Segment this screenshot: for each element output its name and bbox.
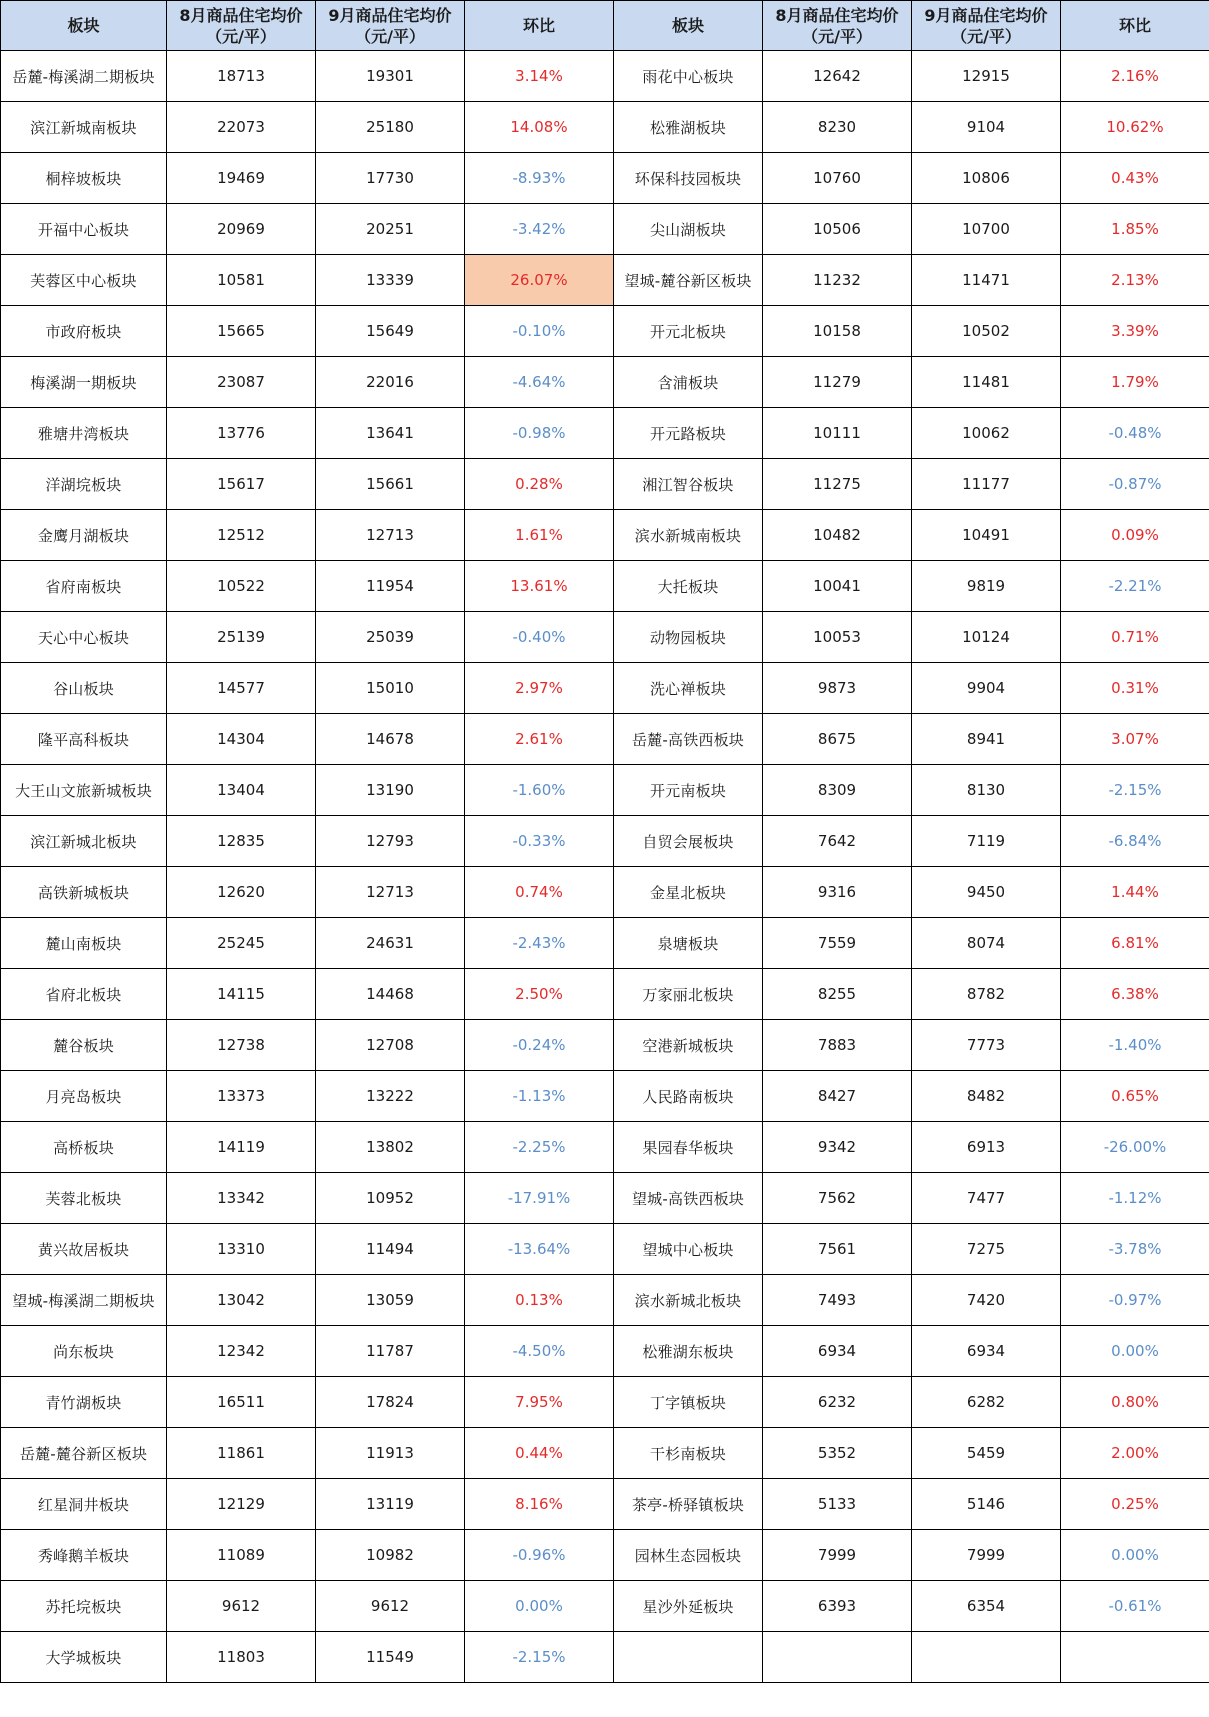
- change-value-left: 0.74%: [465, 867, 614, 918]
- aug-price-left: 15665: [167, 306, 316, 357]
- header-sep-price-right: 9月商品住宅均价 （元/平）: [912, 1, 1061, 51]
- sep-price-right: 9104: [912, 102, 1061, 153]
- sep-price-right: 5146: [912, 1479, 1061, 1530]
- block-name-left: 省府北板块: [1, 969, 167, 1020]
- change-value-right: -1.40%: [1061, 1020, 1209, 1071]
- sep-price-right: 7420: [912, 1275, 1061, 1326]
- table-row: [1, 612, 1209, 663]
- change-value-left: 2.50%: [465, 969, 614, 1020]
- sep-price-left: 15661: [316, 459, 465, 510]
- block-name-right: 含浦板块: [614, 357, 763, 408]
- sep-price-right: 10700: [912, 204, 1061, 255]
- aug-price-right: 10506: [763, 204, 912, 255]
- aug-price-left: 22073: [167, 102, 316, 153]
- aug-price-right: 11232: [763, 255, 912, 306]
- table-row: [1, 1224, 1209, 1275]
- sep-price-right: 7477: [912, 1173, 1061, 1224]
- block-name-left: 滨江新城南板块: [1, 102, 167, 153]
- block-name-left: 高铁新城板块: [1, 867, 167, 918]
- block-name-right: 湘江智谷板块: [614, 459, 763, 510]
- aug-price-right: 8675: [763, 714, 912, 765]
- block-name-right: 洗心禅板块: [614, 663, 763, 714]
- header-change-right: 环比: [1061, 1, 1209, 51]
- sep-price-right: 8130: [912, 765, 1061, 816]
- sep-price-left: 14468: [316, 969, 465, 1020]
- block-name-left: 红星洞井板块: [1, 1479, 167, 1530]
- sep-price-left: 11954: [316, 561, 465, 612]
- block-name-left: 省府南板块: [1, 561, 167, 612]
- change-value-left: 3.14%: [465, 51, 614, 102]
- change-value-right: 0.71%: [1061, 612, 1209, 663]
- change-value-right: 3.07%: [1061, 714, 1209, 765]
- block-name-left: 岳麓-梅溪湖二期板块: [1, 51, 167, 102]
- aug-price-left: 9612: [167, 1581, 316, 1632]
- aug-price-left: 13404: [167, 765, 316, 816]
- aug-price-left: 11861: [167, 1428, 316, 1479]
- change-value-right: 6.38%: [1061, 969, 1209, 1020]
- table-row: [1, 510, 1209, 561]
- block-name-left: 青竹湖板块: [1, 1377, 167, 1428]
- sep-price-left: 11787: [316, 1326, 465, 1377]
- sep-price-right: 9904: [912, 663, 1061, 714]
- header-aug-price-left: 8月商品住宅均价 （元/平）: [167, 1, 316, 51]
- aug-price-left: 14577: [167, 663, 316, 714]
- aug-price-left: 13310: [167, 1224, 316, 1275]
- aug-price-left: 14304: [167, 714, 316, 765]
- aug-price-right: 10482: [763, 510, 912, 561]
- sep-price-right: 11481: [912, 357, 1061, 408]
- aug-price-left: 11089: [167, 1530, 316, 1581]
- sep-price-right: 11471: [912, 255, 1061, 306]
- sep-price-right: 12915: [912, 51, 1061, 102]
- block-name-right: 星沙外延板块: [614, 1581, 763, 1632]
- sep-price-left: 9612: [316, 1581, 465, 1632]
- sep-price-right: 10502: [912, 306, 1061, 357]
- aug-price-left: 25139: [167, 612, 316, 663]
- change-value-left: 14.08%: [465, 102, 614, 153]
- change-value-left: -0.10%: [465, 306, 614, 357]
- block-name-right: 泉塘板块: [614, 918, 763, 969]
- aug-price-right: 9316: [763, 867, 912, 918]
- change-value-right: 0.00%: [1061, 1326, 1209, 1377]
- block-name-left: 天心中心板块: [1, 612, 167, 663]
- sep-price-right: 6282: [912, 1377, 1061, 1428]
- table-row: [1, 306, 1209, 357]
- aug-price-right: 8255: [763, 969, 912, 1020]
- block-name-left: 月亮岛板块: [1, 1071, 167, 1122]
- change-value-right: -6.84%: [1061, 816, 1209, 867]
- change-value-right: 2.13%: [1061, 255, 1209, 306]
- sep-price-left: 13222: [316, 1071, 465, 1122]
- aug-price-left: 12835: [167, 816, 316, 867]
- block-name-right: 茶亭-桥驿镇板块: [614, 1479, 763, 1530]
- aug-price-right: 10053: [763, 612, 912, 663]
- sep-price-right: 6934: [912, 1326, 1061, 1377]
- block-name-left: 桐梓坡板块: [1, 153, 167, 204]
- sep-price-left: 12713: [316, 867, 465, 918]
- sep-price-right: 8482: [912, 1071, 1061, 1122]
- block-name-right: 开元北板块: [614, 306, 763, 357]
- aug-price-left: 12512: [167, 510, 316, 561]
- table-row: [1, 663, 1209, 714]
- aug-price-left: 10581: [167, 255, 316, 306]
- change-value-right: 0.00%: [1061, 1530, 1209, 1581]
- sep-price-right: 5459: [912, 1428, 1061, 1479]
- change-value-left: 2.97%: [465, 663, 614, 714]
- table-row: [1, 816, 1209, 867]
- sep-price-left: 10952: [316, 1173, 465, 1224]
- change-value-left: -4.64%: [465, 357, 614, 408]
- change-value-left: 0.00%: [465, 1581, 614, 1632]
- change-value-left: -1.60%: [465, 765, 614, 816]
- sep-price-left: 25039: [316, 612, 465, 663]
- block-name-left: 岳麓-麓谷新区板块: [1, 1428, 167, 1479]
- sep-price-left: 11494: [316, 1224, 465, 1275]
- change-value-right: 6.81%: [1061, 918, 1209, 969]
- change-value-right: -0.61%: [1061, 1581, 1209, 1632]
- sep-price-left: 13190: [316, 765, 465, 816]
- table-row: [1, 714, 1209, 765]
- sep-price-left: 14678: [316, 714, 465, 765]
- aug-price-left: 19469: [167, 153, 316, 204]
- aug-price-right: 6934: [763, 1326, 912, 1377]
- block-name-right: 自贸会展板块: [614, 816, 763, 867]
- block-name-left: 雅塘井湾板块: [1, 408, 167, 459]
- block-name-left: 高桥板块: [1, 1122, 167, 1173]
- sep-price-left: 12708: [316, 1020, 465, 1071]
- aug-price-left: 12129: [167, 1479, 316, 1530]
- change-value-left: 1.61%: [465, 510, 614, 561]
- header-row: [1, 1, 1209, 51]
- change-value-left: -0.96%: [465, 1530, 614, 1581]
- block-name-right: 园林生态园板块: [614, 1530, 763, 1581]
- aug-price-right: 7559: [763, 918, 912, 969]
- change-value-right: 0.25%: [1061, 1479, 1209, 1530]
- aug-price-right: 10041: [763, 561, 912, 612]
- block-name-left: 秀峰鹅羊板块: [1, 1530, 167, 1581]
- aug-price-left: 16511: [167, 1377, 316, 1428]
- block-name-left: 滨江新城北板块: [1, 816, 167, 867]
- change-value-left: -0.98%: [465, 408, 614, 459]
- block-name-right: 丁字镇板块: [614, 1377, 763, 1428]
- change-value-right: -26.00%: [1061, 1122, 1209, 1173]
- header-block-right: 板块: [614, 1, 763, 51]
- block-name-right: [614, 1632, 763, 1683]
- sep-price-right: 6913: [912, 1122, 1061, 1173]
- sep-price-left: 17730: [316, 153, 465, 204]
- change-value-left: 8.16%: [465, 1479, 614, 1530]
- sep-price-right: 10124: [912, 612, 1061, 663]
- change-value-left: 13.61%: [465, 561, 614, 612]
- table-row: [1, 1122, 1209, 1173]
- change-value-left: -4.50%: [465, 1326, 614, 1377]
- aug-price-right: 8230: [763, 102, 912, 153]
- change-value-left: -0.40%: [465, 612, 614, 663]
- block-name-left: 梅溪湖一期板块: [1, 357, 167, 408]
- aug-price-right: 8427: [763, 1071, 912, 1122]
- block-name-left: 大学城板块: [1, 1632, 167, 1683]
- sep-price-left: 11549: [316, 1632, 465, 1683]
- change-value-right: 1.85%: [1061, 204, 1209, 255]
- aug-price-right: 7999: [763, 1530, 912, 1581]
- aug-price-left: 14119: [167, 1122, 316, 1173]
- table-row: [1, 1428, 1209, 1479]
- table-row: [1, 765, 1209, 816]
- aug-price-left: 15617: [167, 459, 316, 510]
- aug-price-right: 11275: [763, 459, 912, 510]
- sep-price-left: 13119: [316, 1479, 465, 1530]
- sep-price-right: 8941: [912, 714, 1061, 765]
- aug-price-left: 12738: [167, 1020, 316, 1071]
- table-row: [1, 255, 1209, 306]
- block-name-right: 望城-高铁西板块: [614, 1173, 763, 1224]
- table-row: [1, 561, 1209, 612]
- sep-price-left: 17824: [316, 1377, 465, 1428]
- block-name-left: 市政府板块: [1, 306, 167, 357]
- aug-price-right: 10111: [763, 408, 912, 459]
- block-name-right: 万家丽北板块: [614, 969, 763, 1020]
- block-name-left: 金鹰月湖板块: [1, 510, 167, 561]
- change-value-right: -2.15%: [1061, 765, 1209, 816]
- sep-price-right: 10806: [912, 153, 1061, 204]
- aug-price-right: 9873: [763, 663, 912, 714]
- aug-price-right: 5352: [763, 1428, 912, 1479]
- aug-price-right: 11279: [763, 357, 912, 408]
- block-name-left: 麓山南板块: [1, 918, 167, 969]
- sep-price-left: 19301: [316, 51, 465, 102]
- change-value-right: 2.00%: [1061, 1428, 1209, 1479]
- sep-price-left: 20251: [316, 204, 465, 255]
- block-name-right: 滨水新城南板块: [614, 510, 763, 561]
- table-row: [1, 204, 1209, 255]
- table-row: [1, 1020, 1209, 1071]
- block-name-right: 雨花中心板块: [614, 51, 763, 102]
- aug-price-left: 12620: [167, 867, 316, 918]
- table-row: [1, 1530, 1209, 1581]
- change-value-right: -2.21%: [1061, 561, 1209, 612]
- aug-price-right: 12642: [763, 51, 912, 102]
- change-value-right: -0.48%: [1061, 408, 1209, 459]
- change-value-left: -3.42%: [465, 204, 614, 255]
- block-name-right: 大托板块: [614, 561, 763, 612]
- sep-price-left: 12793: [316, 816, 465, 867]
- aug-price-left: 23087: [167, 357, 316, 408]
- table-row: [1, 1581, 1209, 1632]
- change-value-right: -0.97%: [1061, 1275, 1209, 1326]
- sep-price-right: 8074: [912, 918, 1061, 969]
- sep-price-right: 8782: [912, 969, 1061, 1020]
- table-row: [1, 357, 1209, 408]
- change-value-right: -0.87%: [1061, 459, 1209, 510]
- sep-price-left: 22016: [316, 357, 465, 408]
- header-change-left: 环比: [465, 1, 614, 51]
- aug-price-right: 9342: [763, 1122, 912, 1173]
- block-name-left: 大王山文旅新城板块: [1, 765, 167, 816]
- aug-price-left: 25245: [167, 918, 316, 969]
- change-value-left: 7.95%: [465, 1377, 614, 1428]
- block-name-right: 空港新城板块: [614, 1020, 763, 1071]
- table-row: [1, 918, 1209, 969]
- block-name-right: 滨水新城北板块: [614, 1275, 763, 1326]
- change-value-left: -0.24%: [465, 1020, 614, 1071]
- aug-price-left: 13373: [167, 1071, 316, 1122]
- change-value-right: 0.31%: [1061, 663, 1209, 714]
- aug-price-left: 13776: [167, 408, 316, 459]
- aug-price-left: 13042: [167, 1275, 316, 1326]
- change-value-right: 0.65%: [1061, 1071, 1209, 1122]
- block-name-left: 尚东板块: [1, 1326, 167, 1377]
- block-name-left: 黄兴故居板块: [1, 1224, 167, 1275]
- change-value-right: 3.39%: [1061, 306, 1209, 357]
- aug-price-right: 10760: [763, 153, 912, 204]
- sep-price-right: 10491: [912, 510, 1061, 561]
- change-value-left: 2.61%: [465, 714, 614, 765]
- table-body: [1, 51, 1209, 1683]
- block-name-right: 人民路南板块: [614, 1071, 763, 1122]
- aug-price-right: 7562: [763, 1173, 912, 1224]
- aug-price-right: 6232: [763, 1377, 912, 1428]
- table-row: [1, 408, 1209, 459]
- aug-price-left: 20969: [167, 204, 316, 255]
- table-row: [1, 1275, 1209, 1326]
- block-name-right: 望城中心板块: [614, 1224, 763, 1275]
- table-row: [1, 1071, 1209, 1122]
- change-value-left: -1.13%: [465, 1071, 614, 1122]
- change-value-left: -8.93%: [465, 153, 614, 204]
- table-row: [1, 1632, 1209, 1683]
- change-value-right: 10.62%: [1061, 102, 1209, 153]
- table-row: [1, 1377, 1209, 1428]
- change-value-right: 1.79%: [1061, 357, 1209, 408]
- sep-price-right: 9819: [912, 561, 1061, 612]
- table-row: [1, 1479, 1209, 1530]
- block-name-right: 岳麓-高铁西板块: [614, 714, 763, 765]
- aug-price-left: 13342: [167, 1173, 316, 1224]
- change-value-right: 1.44%: [1061, 867, 1209, 918]
- sep-price-right: 10062: [912, 408, 1061, 459]
- table-row: [1, 153, 1209, 204]
- sep-price-left: 13059: [316, 1275, 465, 1326]
- aug-price-right: 7883: [763, 1020, 912, 1071]
- change-value-left: -2.15%: [465, 1632, 614, 1683]
- aug-price-right: 6393: [763, 1581, 912, 1632]
- sep-price-left: 13802: [316, 1122, 465, 1173]
- block-name-left: 隆平高科板块: [1, 714, 167, 765]
- header-sep-price-left: 9月商品住宅均价 （元/平）: [316, 1, 465, 51]
- aug-price-left: 10522: [167, 561, 316, 612]
- block-name-right: 松雅湖东板块: [614, 1326, 763, 1377]
- change-value-left: -2.43%: [465, 918, 614, 969]
- sep-price-right: 7999: [912, 1530, 1061, 1581]
- block-name-right: 开元路板块: [614, 408, 763, 459]
- block-name-left: 望城-梅溪湖二期板块: [1, 1275, 167, 1326]
- change-value-right: [1061, 1632, 1209, 1683]
- change-value-left: 0.13%: [465, 1275, 614, 1326]
- change-value-left: -17.91%: [465, 1173, 614, 1224]
- sep-price-left: 13641: [316, 408, 465, 459]
- block-name-left: 苏托垸板块: [1, 1581, 167, 1632]
- block-name-right: 尖山湖板块: [614, 204, 763, 255]
- table-row: [1, 1326, 1209, 1377]
- aug-price-right: 7642: [763, 816, 912, 867]
- block-name-right: 动物园板块: [614, 612, 763, 663]
- block-name-left: 芙蓉区中心板块: [1, 255, 167, 306]
- sep-price-right: 7275: [912, 1224, 1061, 1275]
- change-value-left: -0.33%: [465, 816, 614, 867]
- sep-price-left: 24631: [316, 918, 465, 969]
- change-value-left: 0.28%: [465, 459, 614, 510]
- aug-price-right: 7561: [763, 1224, 912, 1275]
- aug-price-right: [763, 1632, 912, 1683]
- table-row: [1, 1173, 1209, 1224]
- change-value-right: 2.16%: [1061, 51, 1209, 102]
- block-name-right: 开元南板块: [614, 765, 763, 816]
- block-name-right: 果园春华板块: [614, 1122, 763, 1173]
- sep-price-left: 10982: [316, 1530, 465, 1581]
- sep-price-right: 6354: [912, 1581, 1061, 1632]
- sep-price-left: 25180: [316, 102, 465, 153]
- table-row: [1, 459, 1209, 510]
- aug-price-left: 14115: [167, 969, 316, 1020]
- block-name-right: 望城-麓谷新区板块: [614, 255, 763, 306]
- aug-price-right: 10158: [763, 306, 912, 357]
- block-name-left: 谷山板块: [1, 663, 167, 714]
- change-value-right: 0.80%: [1061, 1377, 1209, 1428]
- block-name-right: 环保科技园板块: [614, 153, 763, 204]
- sep-price-right: [912, 1632, 1061, 1683]
- table-row: [1, 102, 1209, 153]
- sep-price-right: 7773: [912, 1020, 1061, 1071]
- change-value-right: -1.12%: [1061, 1173, 1209, 1224]
- sep-price-left: 12713: [316, 510, 465, 561]
- change-value-left: -2.25%: [465, 1122, 614, 1173]
- change-value-right: 0.43%: [1061, 153, 1209, 204]
- sep-price-left: 15649: [316, 306, 465, 357]
- block-name-right: 金星北板块: [614, 867, 763, 918]
- sep-price-right: 11177: [912, 459, 1061, 510]
- aug-price-right: 7493: [763, 1275, 912, 1326]
- sep-price-right: 7119: [912, 816, 1061, 867]
- sep-price-left: 15010: [316, 663, 465, 714]
- aug-price-left: 11803: [167, 1632, 316, 1683]
- aug-price-right: 5133: [763, 1479, 912, 1530]
- header-aug-price-right: 8月商品住宅均价 （元/平）: [763, 1, 912, 51]
- aug-price-right: 8309: [763, 765, 912, 816]
- aug-price-left: 18713: [167, 51, 316, 102]
- change-value-left: 0.44%: [465, 1428, 614, 1479]
- block-name-left: 麓谷板块: [1, 1020, 167, 1071]
- block-name-right: 松雅湖板块: [614, 102, 763, 153]
- table-row: [1, 867, 1209, 918]
- change-value-right: 0.09%: [1061, 510, 1209, 561]
- aug-price-left: 12342: [167, 1326, 316, 1377]
- change-value-right: -3.78%: [1061, 1224, 1209, 1275]
- table-row: [1, 969, 1209, 1020]
- block-name-left: 开福中心板块: [1, 204, 167, 255]
- block-name-left: 洋湖垸板块: [1, 459, 167, 510]
- change-value-left: -13.64%: [465, 1224, 614, 1275]
- sep-price-left: 13339: [316, 255, 465, 306]
- table-row: [1, 51, 1209, 102]
- change-value-left: 26.07%: [465, 255, 614, 306]
- sep-price-right: 9450: [912, 867, 1061, 918]
- sep-price-left: 11913: [316, 1428, 465, 1479]
- header-block-left: 板块: [1, 1, 167, 51]
- block-name-right: 干杉南板块: [614, 1428, 763, 1479]
- block-name-left: 芙蓉北板块: [1, 1173, 167, 1224]
